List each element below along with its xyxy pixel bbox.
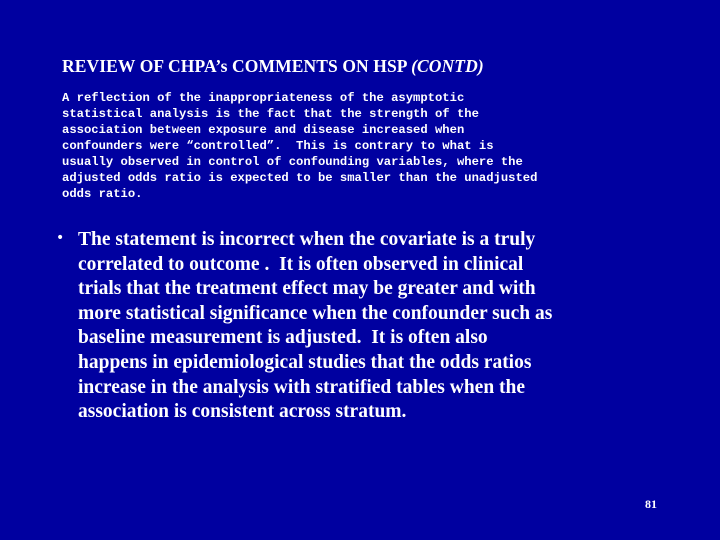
quote-line: adjusted odds ratio is expected to be smaller than the unadjusted — [62, 171, 538, 185]
quote-line: usually observed in control of confounding variables, where the — [62, 155, 523, 169]
quote-line: confounders were “controlled”. This is contrary to what is — [62, 139, 494, 153]
page-number: 81 — [645, 497, 657, 511]
bullet-line: baseline measurement is adjusted. It is often also — [78, 327, 488, 349]
bullet-line: The statement is incorrect when the covariate is a truly — [78, 229, 536, 250]
slide-title — [62, 56, 484, 77]
bullet-line: correlated to outcome . It is often observed in clinical — [78, 253, 524, 275]
bullet-line: association is consistent across stratum. — [78, 401, 407, 423]
slide-title-main: REVIEW OF CHPA’s COMMENTS ON HSP — [62, 56, 412, 76]
bullet-line: trials that the treatment effect may be greater and with — [78, 278, 536, 300]
bullet-text — [78, 228, 552, 425]
quote-line: statistical analysis is the fact that the strength of the — [62, 107, 479, 121]
quoted-comment — [62, 90, 662, 202]
quote-line: odds ratio. — [62, 187, 143, 201]
bullet-line: increase in the analysis with stratified tables when the — [78, 376, 526, 398]
bullet-line: more statistical significance when the confounder such as — [78, 302, 553, 324]
quote-line: association between exposure and disease increased when — [62, 123, 465, 137]
bullet-line: happens in epidemiological studies that the odds ratios — [78, 351, 532, 373]
slide-title-italic: (CONTD) — [411, 56, 484, 76]
quote-line: A reflection of the inappropriateness of the asymptotic — [62, 91, 465, 105]
bullet-icon: • — [56, 230, 65, 246]
